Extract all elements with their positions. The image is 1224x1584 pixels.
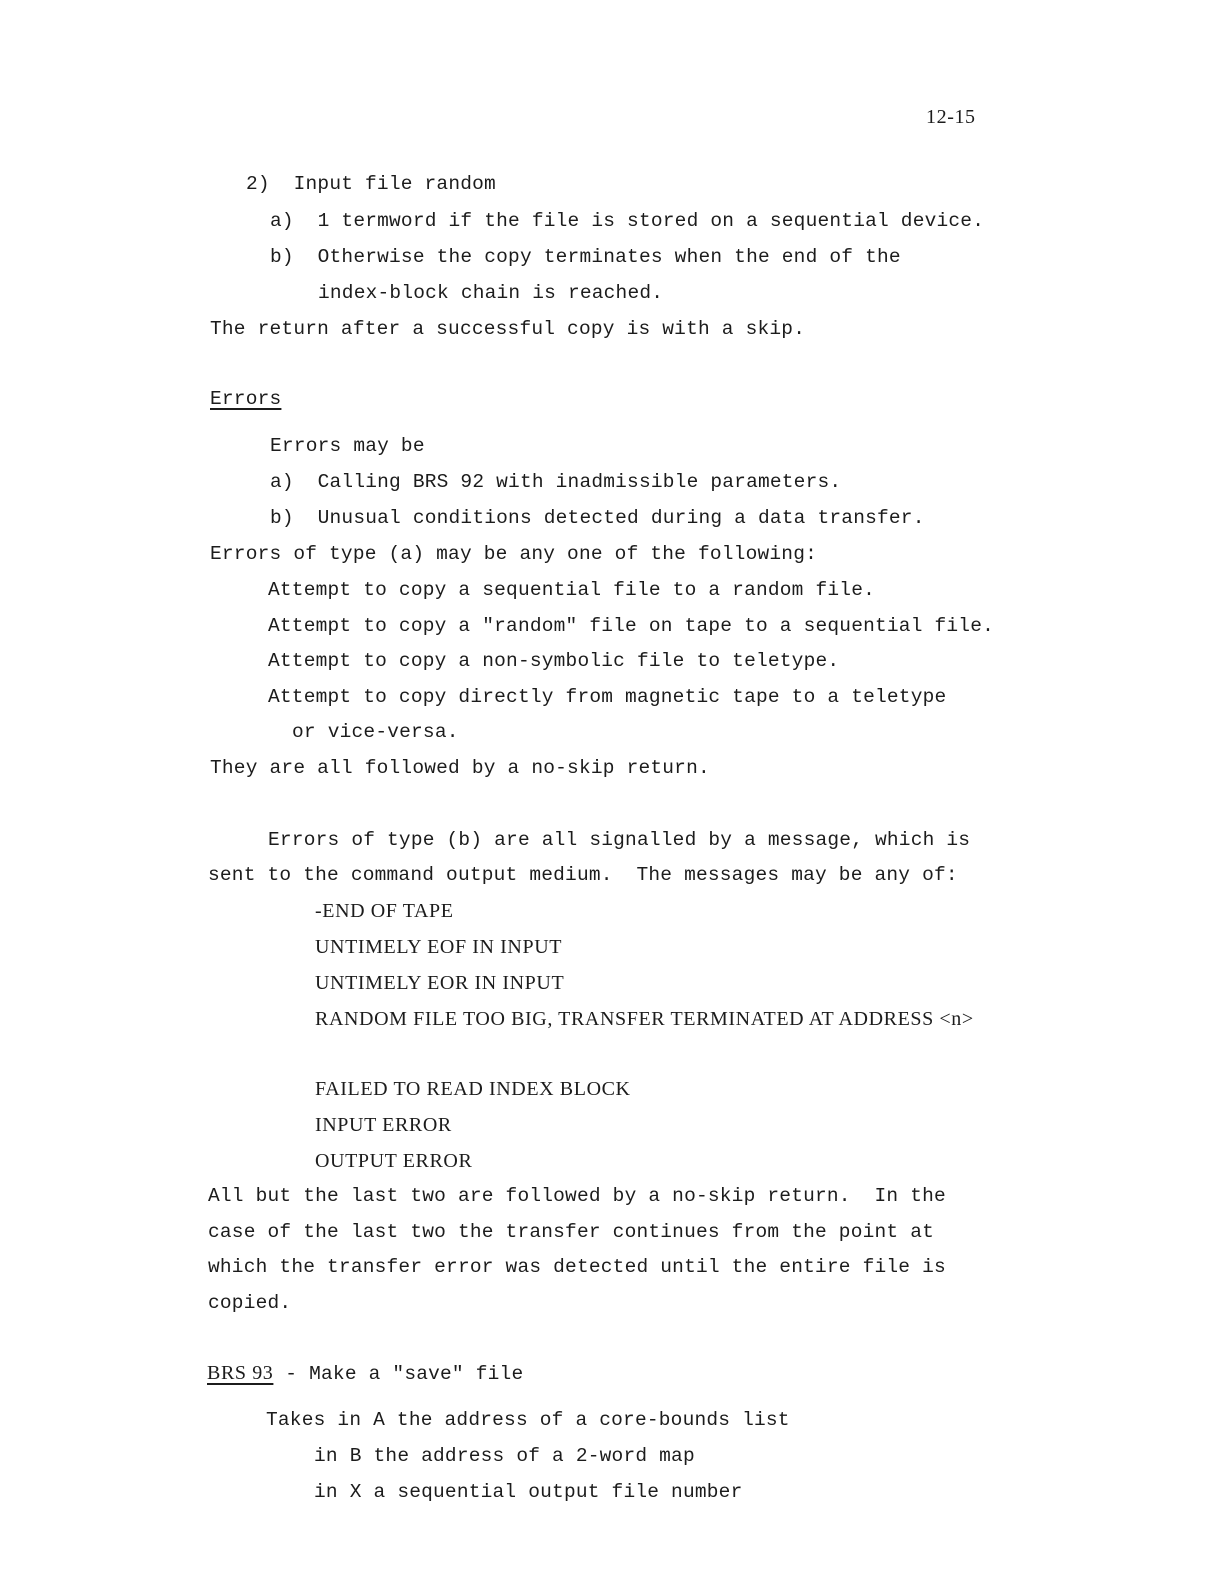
error-message: OUTPUT ERROR (315, 1150, 473, 1172)
brs93-takes-b: in B the address of a 2-word map (314, 1445, 695, 1467)
closing-line: All but the last two are followed by a no-skip return. In the (208, 1185, 946, 1207)
errors-item-b: b) Unusual conditions detected during a data transfer. (270, 507, 925, 529)
input-random-item-b-cont: index-block chain is reached. (318, 282, 664, 304)
closing-line: copied. (208, 1292, 292, 1314)
return-success-text: The return after a successful copy is with a skip. (210, 318, 806, 340)
type-a-intro: Errors of type (a) may be any one of the following: (210, 543, 817, 565)
error-message: FAILED TO READ INDEX BLOCK (315, 1078, 631, 1100)
type-a-return: They are all followed by a no-skip return. (210, 757, 710, 779)
type-b-line2: sent to the command output medium. The messages may be any of: (208, 864, 958, 886)
brs93-heading (207, 1362, 523, 1385)
type-a-item-cont: or vice-versa. (292, 721, 459, 743)
input-random-heading: 2) Input file random (246, 173, 496, 195)
page-number: 12-15 (926, 106, 976, 128)
brs93-label: BRS 93 (207, 1362, 274, 1384)
errors-intro: Errors may be (270, 435, 425, 457)
brs93-title: - Make a "save" file (273, 1363, 524, 1385)
type-b-line1: Errors of type (b) are all signalled by a message, which is (268, 829, 971, 851)
closing-line: which the transfer error was detected until the entire file is (208, 1256, 946, 1278)
error-message: -END OF TAPE (315, 900, 454, 922)
brs93-takes-x: in X a sequential output file number (314, 1481, 743, 1503)
type-a-item: Attempt to copy a sequential file to a random file. (268, 579, 875, 601)
type-a-item: Attempt to copy a non-symbolic file to teletype. (268, 650, 840, 672)
brs93-takes-a: Takes in A the address of a core-bounds list (266, 1409, 790, 1431)
error-message: UNTIMELY EOR IN INPUT (315, 972, 565, 994)
type-a-item: Attempt to copy a "random" file on tape to a sequential file. (268, 615, 995, 637)
input-random-item-a: a) 1 termword if the file is stored on a sequential device. (270, 210, 985, 232)
input-random-item-b: b) Otherwise the copy terminates when the end of the (270, 246, 901, 268)
closing-line: case of the last two the transfer continues from the point at (208, 1221, 935, 1243)
error-message: INPUT ERROR (315, 1114, 452, 1136)
error-message: RANDOM FILE TOO BIG, TRANSFER TERMINATED AT ADDRESS <n> (315, 1008, 974, 1030)
type-a-item: Attempt to copy directly from magnetic tape to a teletype (268, 686, 947, 708)
errors-item-a: a) Calling BRS 92 with inadmissible parameters. (270, 471, 842, 493)
error-message: UNTIMELY EOF IN INPUT (315, 936, 563, 958)
errors-heading: Errors (210, 388, 282, 410)
